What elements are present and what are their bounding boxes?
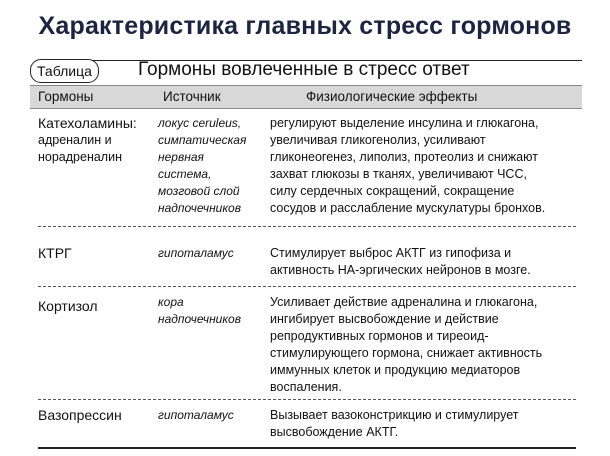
source-line: кора (158, 295, 184, 309)
hormone-name (38, 115, 156, 166)
effect-line: иммунных клеток и продукцию медиаторов (270, 363, 521, 377)
source-line: мозговой слой (158, 184, 240, 198)
table-label: Таблица (30, 59, 99, 83)
hormone-name (38, 298, 156, 315)
hormone-effects (270, 245, 582, 279)
hormone-effects (270, 294, 582, 396)
hormone-line: адреналин и (38, 133, 112, 147)
row-divider (38, 399, 576, 400)
hormone-source (158, 115, 266, 217)
hormone-effects (270, 115, 582, 217)
column-header-effects: Физиологические эффекты (306, 89, 478, 104)
hormone-line: Кортизол (38, 298, 98, 314)
effect-line: высвобождение АКТГ. (270, 425, 399, 439)
hormone-source (158, 245, 266, 262)
hormone-line: норадреналин (38, 150, 122, 164)
hormone-effects (270, 407, 582, 441)
effect-line: Стимулирует выброс АКТГ из гипофиза и (270, 246, 512, 260)
effect-line: Вызывает вазоконстрикцию и стимулирует (270, 408, 519, 422)
effect-line: сосудов и расслабление мускулатуры бронхов. (270, 201, 546, 215)
effect-line: воспаления. (270, 380, 342, 394)
table-caption-band (30, 59, 582, 85)
row-divider (38, 286, 576, 287)
effect-line: стимулирующего гормона, снижает активность (270, 346, 543, 360)
column-header-hormones: Гормоны (38, 89, 94, 104)
effect-line: ингибирует высвобождение и действие (270, 312, 499, 326)
effect-line: увеличивая гликогенолиз, усиливают (270, 133, 486, 147)
source-line: локус ceruleus, (158, 116, 242, 130)
effect-line: репродуктивных гормонов и тиреоид- (270, 329, 489, 343)
source-line: надпочечников (158, 312, 241, 326)
effect-line: регулируют выделение инсулина и глюкагона, (270, 116, 539, 130)
hormone-line: Катехоламины: (38, 115, 137, 131)
hormone-name (38, 407, 156, 424)
hormone-source (158, 407, 266, 424)
source-line: нервная (158, 150, 204, 164)
source-line: гипоталамус (158, 408, 234, 422)
effect-line: активность НА-эргических нейронов в мозге. (270, 263, 531, 277)
hormone-line: Вазопрессин (38, 407, 122, 423)
slide-title: Характеристика главных стресс гормонов (38, 12, 572, 40)
source-line: симпатическая (158, 133, 247, 147)
source-line: система, (158, 167, 212, 181)
row-divider (38, 226, 576, 227)
column-header-row (30, 85, 582, 109)
effect-line: гликонеогенез, липолиз, протеолиз и снижают (270, 150, 538, 164)
hormone-line: КТРГ (38, 245, 72, 261)
source-line: надпочечников (158, 201, 241, 215)
effect-line: Усиливает действие адреналина и глюкагона, (270, 295, 538, 309)
effect-line: силу сердечных сокращений, сокращение (270, 184, 515, 198)
table-title: Гормоны вовлеченные в стресс ответ (138, 59, 470, 80)
table-bottom-rule (38, 447, 576, 449)
effect-line: захват глюкозы в тканях, увеличивают ЧСС, (270, 167, 527, 181)
column-header-source: Источник (163, 89, 221, 104)
hormone-name (38, 245, 156, 262)
source-line: гипоталамус (158, 246, 234, 260)
hormone-source (158, 294, 266, 328)
